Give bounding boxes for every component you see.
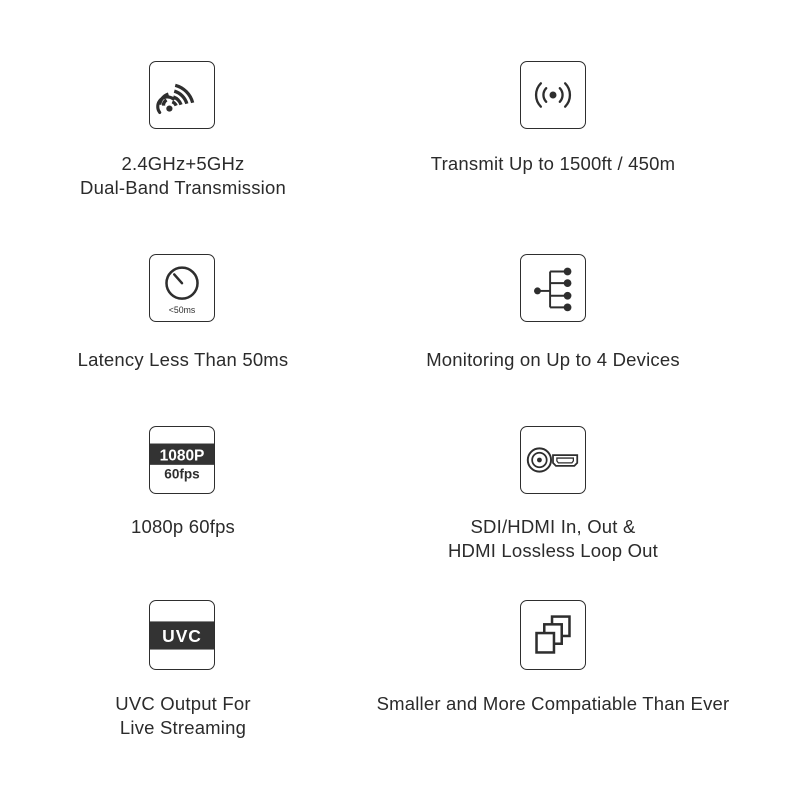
resolution-badge-text: 1080P — [159, 447, 205, 465]
feature-label: 2.4GHz+5GHz Dual-Band Transmission — [80, 153, 286, 198]
resolution-badge-subtext: 60fps — [164, 466, 200, 482]
feature-latency — [0, 253, 383, 383]
stacked-boxes-icon — [520, 600, 586, 670]
timer-icon-text: <50ms — [168, 305, 196, 316]
timer-icon — [149, 254, 215, 322]
network-tree-icon — [520, 254, 586, 322]
resolution-badge-icon — [149, 426, 215, 494]
feature-ports — [353, 425, 753, 575]
broadcast-icon — [520, 61, 586, 129]
feature-uvc — [0, 600, 383, 750]
uvc-badge-icon — [149, 600, 215, 670]
feature-label: Smaller and More Compatiable Than Ever — [376, 693, 730, 714]
feature-range — [353, 60, 753, 210]
feature-monitoring — [353, 253, 753, 383]
uvc-badge-text: UVC — [162, 625, 202, 646]
feature-label: Monitoring on Up to 4 Devices — [426, 349, 680, 370]
feature-label: UVC Output For Live Streaming — [115, 693, 251, 738]
feature-resolution — [0, 425, 383, 575]
feature-label: Latency Less Than 50ms — [77, 349, 289, 370]
feature-label: 1080p 60fps — [130, 516, 236, 537]
feature-dual-band — [0, 60, 383, 210]
feature-compact — [353, 600, 753, 750]
feature-label: Transmit Up to 1500ft / 450m — [430, 153, 676, 174]
wifi-signal-icon — [149, 61, 215, 129]
sdi-hdmi-port-icon — [520, 426, 586, 494]
feature-label: SDI/HDMI In, Out & HDMI Lossless Loop Out — [447, 516, 659, 561]
